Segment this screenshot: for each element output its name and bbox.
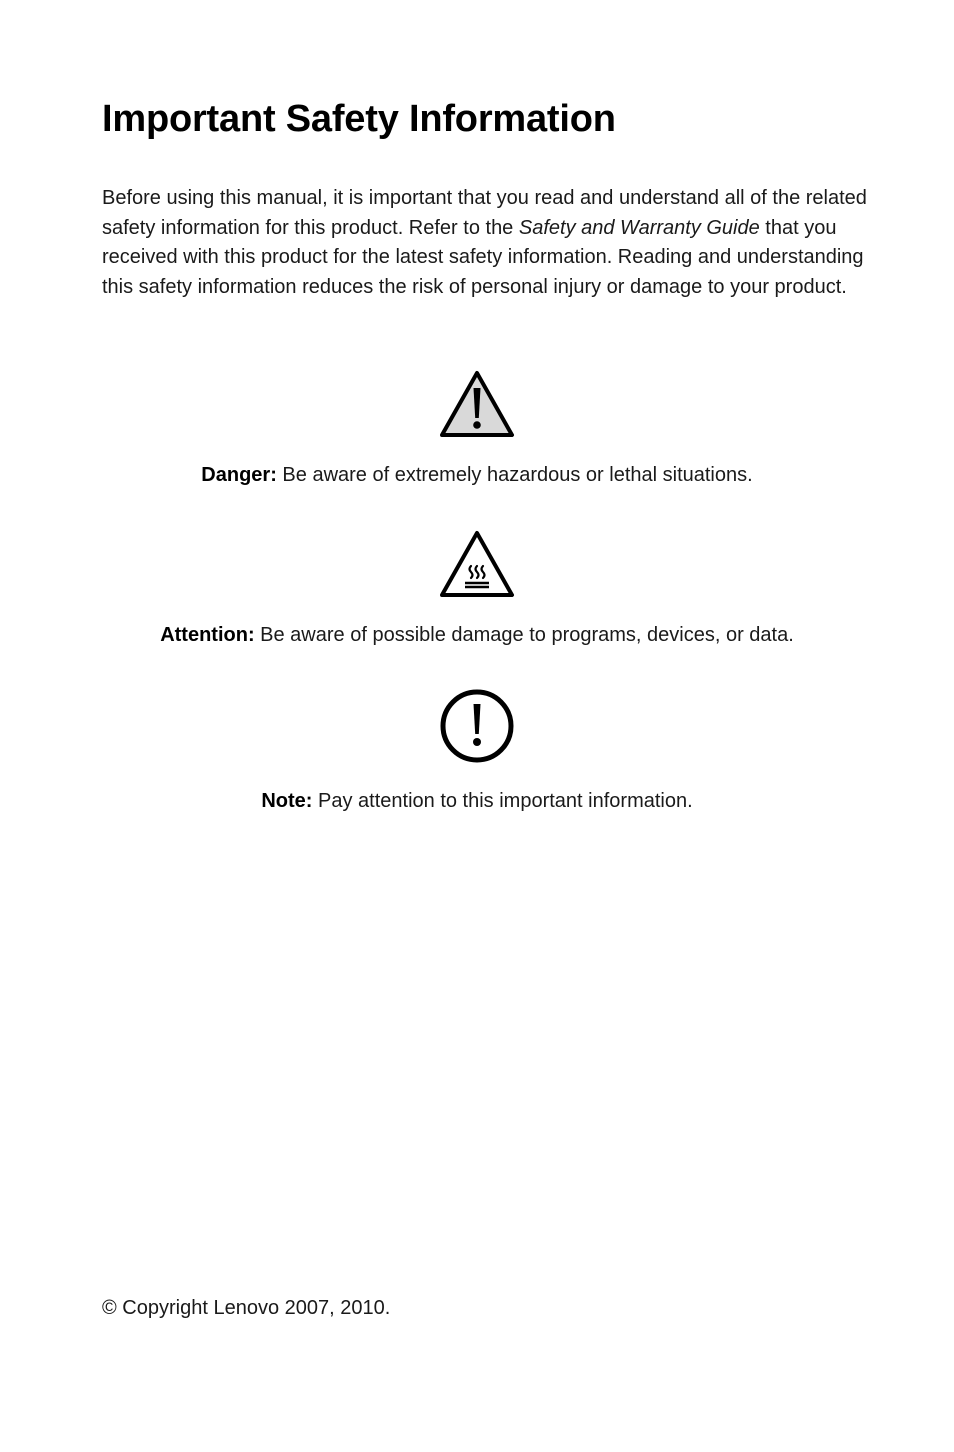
intro-text-part1: Before using this manual, it is important that you read and understand all of the related safety information for this product. Refer to the	[102, 187, 867, 239]
copyright-notice: © Copyright Lenovo 2007, 2010.	[102, 1297, 391, 1319]
danger-notice-text	[0, 461, 954, 489]
page-title: Important Safety Information	[102, 98, 616, 140]
attention-notice-text	[0, 621, 954, 649]
note-description: Pay attention to this important information.	[312, 790, 693, 812]
danger-description: Be aware of extremely hazardous or lethal situations.	[276, 464, 753, 486]
note-notice	[0, 686, 954, 815]
danger-notice	[0, 368, 954, 489]
attention-notice	[0, 528, 954, 649]
danger-exclamation-triangle-icon	[437, 368, 517, 440]
intro-paragraph	[102, 184, 882, 302]
danger-label: Danger:	[201, 464, 277, 486]
exclamation-circle-icon	[437, 686, 517, 766]
attention-label: Attention:	[160, 624, 255, 646]
note-notice-text	[0, 787, 954, 815]
attention-description: Be aware of possible damage to programs, devices, or data.	[254, 624, 794, 646]
guide-title: Safety and Warranty Guide	[518, 216, 760, 239]
intro-text-part2: that you received with this product for the latest safety information. Reading and understanding this safety information reduces the risk of personal injury or damage to your product.	[102, 216, 864, 298]
hot-surface-triangle-icon	[437, 528, 517, 600]
note-label: Note:	[261, 790, 313, 812]
